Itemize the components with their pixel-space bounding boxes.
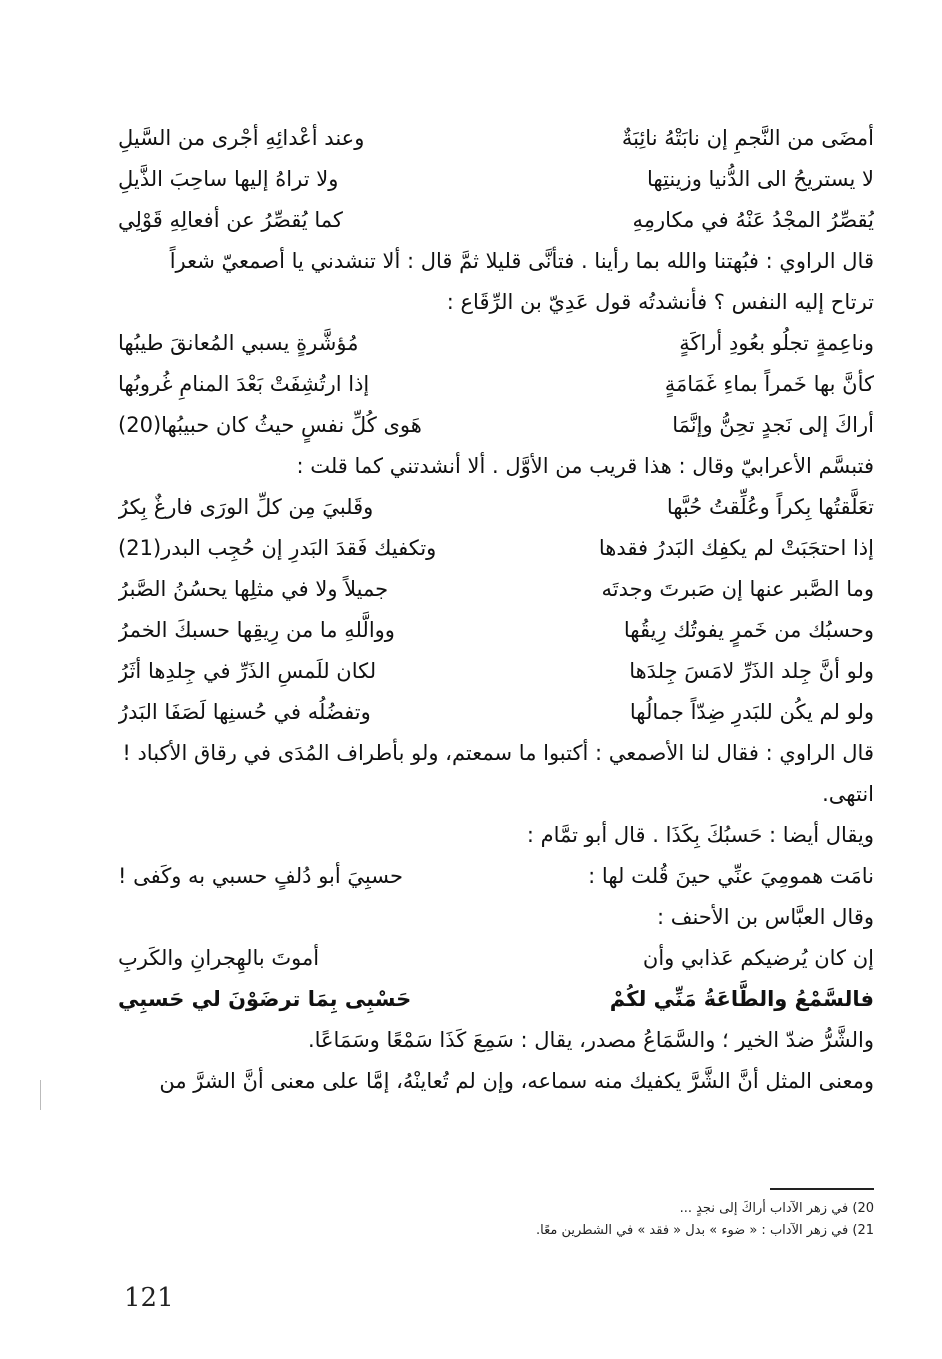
first-hemistich: أمضَى من النَّجمِ إن نابَتْهُ نائِبَةٌ — [621, 126, 874, 150]
footnotes — [470, 1198, 874, 1242]
second-hemistich: كما يُقصِّرُ عن أفعالِهِ قَوْلِي — [118, 208, 343, 232]
footnote: 20) في زهر الآداب أراكَ إلى نجدٍ ... — [679, 1201, 874, 1216]
prose-line: والشَّرُّ ضدّ الخير ؛ والسَّمَاعُ مصدر، يقال : سَمِعَ كَذَا سَمْعًا وسَمَاعًا. — [307, 1028, 874, 1052]
verse-line — [118, 569, 874, 610]
prose-line: انتهى. — [822, 782, 874, 806]
prose-line: قال الراوي : فبُهتنا والله بما رأينا . فتأنَّى قليلا ثمَّ قال : ألا تنشدني يا أصمعيّ شعراً — [169, 249, 874, 273]
first-hemistich: نامَت همومِيَ عنِّي حينَ قُلت لها : — [588, 864, 874, 888]
second-hemistich: ووالَّلهِ ما من رِيقِها حسبكَ الخمرُ — [118, 618, 395, 642]
verse-line — [118, 118, 874, 159]
scan-edge-mark — [40, 1080, 41, 1110]
first-hemistich: تعَلَّقتُها بِكراً وعُلِّقتُ حُبَّها — [666, 495, 874, 519]
first-hemistich: أراكَ إلى نَجدٍ تحِنُّ وإنَّمَا — [672, 413, 874, 437]
prose-line: ترتاح إليه النفس ؟ فأنشدتُه قول عَدِيّ بن الرِّقَاع : — [446, 290, 874, 314]
body-text — [118, 118, 874, 1102]
verse-line — [118, 692, 874, 733]
verse-line — [118, 528, 874, 569]
first-hemistich: يُقصِّرُ المجْدُ عَنْهُ في مكارمِهِ — [632, 208, 874, 232]
verse-line — [118, 200, 874, 241]
second-hemistich: حسبِيَ أبو دُلفٍ حسبي به وكَفى ! — [118, 864, 403, 888]
second-hemistich: وعند أعْدائِهِ أجْرى من السَّيلِ — [118, 126, 365, 150]
second-hemistich: وتفضُلُه في حُسنِها لَصَفَا البَدرُ — [118, 700, 371, 724]
first-hemistich: إن كان يُرضيكم عَذابي وأن — [642, 946, 874, 970]
verse-line — [118, 487, 874, 528]
second-hemistich: وتكفيك فَقدَ البَدرِ إن حُجِب البدر(21) — [118, 536, 437, 560]
first-hemistich: وناعِمةٍ تجلُو بعُودِ أراكَةٍ — [679, 331, 874, 355]
verse-line — [118, 856, 874, 897]
prose-line: ومعنى المثل أنَّ الشَّرَّ يكفيك منه سماعه، وإن لم تُعاينْهُ، إمَّا على معنى أنَّ الشرَّ من — [159, 1069, 874, 1093]
first-hemistich: وحسبُك من خَمرٍ يفوتُك رِيقُها — [623, 618, 874, 642]
footnote: 21) في زهر الآداب : « ضوء » بدل « فقد » في الشطرين معًا. — [536, 1223, 874, 1238]
second-hemistich: وقَلبيَ مِن كلِّ الورَى فارغٌ بِكرُ — [118, 495, 374, 519]
verse-line — [118, 364, 874, 405]
first-hemistich: ولو أنَّ جِلد الذَرِّ لامَسَ جِلدَها — [629, 659, 874, 683]
first-hemistich: إذا احتجَبَتْ لم يكفِك البَدرُ فقدها — [598, 536, 874, 560]
page-number: 121 — [124, 1283, 174, 1313]
second-hemistich: إذا ارتُشِفَتْ بَعْدَ المنامِ غُروبُها — [118, 372, 370, 396]
prose-line: وقال العبَّاس بن الأحنف : — [656, 905, 874, 929]
verse-line — [118, 610, 874, 651]
second-hemistich: لكان للَمسِ الذَرِّ في جِلدِها أثَرُ — [118, 659, 377, 683]
prose-line: ويقال أيضا : حَسبُكَ بِكَذَا . قال أبو تمَّام : — [526, 823, 874, 847]
second-hemistich: هَوى كُلِّ نفسٍ حيثُ كان حبيبُها(20) — [118, 413, 422, 437]
second-hemistich: أموتَ بالهِجرانِ والكَربِ — [118, 946, 320, 970]
first-hemistich: فالسَّمْعُ والطَّاعَةُ مَنِّي لكُمْ — [609, 987, 874, 1011]
first-hemistich: لا يستريحُ الى الدُّنيا وزينتِها — [646, 167, 874, 191]
first-hemistich: وما الصَّبر عنها إن صَبرتَ وجدتَه — [601, 577, 874, 601]
first-hemistich: ولو لم يكُن للبَدرِ ضِدّاً جمالُها — [629, 700, 874, 724]
footnote-separator — [770, 1188, 874, 1190]
second-hemistich: مُؤشَّرةٍ يسبي المُعانقَ طيبُها — [118, 331, 359, 355]
second-hemistich: ولا تراهُ إليها ساحِبَ الذَّيلِ — [118, 167, 339, 191]
verse-line — [118, 159, 874, 200]
verse-line — [118, 323, 874, 364]
prose-line: قال الراوي : فقال لنا الأصمعي : أكتبوا ما سمعتم، ولو بأطراف المُدَى في رقاق الأكباد ! — [122, 741, 874, 765]
first-hemistich: كأنَّ بها خَمراً بماءِ غَمَامَةٍ — [664, 372, 874, 396]
second-hemistich: جميلاً ولا في مثلِها يحسُنُ الصَّبرُ — [118, 577, 389, 601]
verse-line — [118, 979, 874, 1020]
prose-line: فتبسَّم الأعرابيّ وقال : هذا قريب من الأوَّل . ألا أنشدتني كما قلت : — [296, 454, 874, 478]
verse-line — [118, 938, 874, 979]
verse-line — [118, 651, 874, 692]
verse-line — [118, 405, 874, 446]
second-hemistich: حَسْبِى بِمَا ترضَوْنَ لي حَسبِي — [118, 987, 412, 1011]
